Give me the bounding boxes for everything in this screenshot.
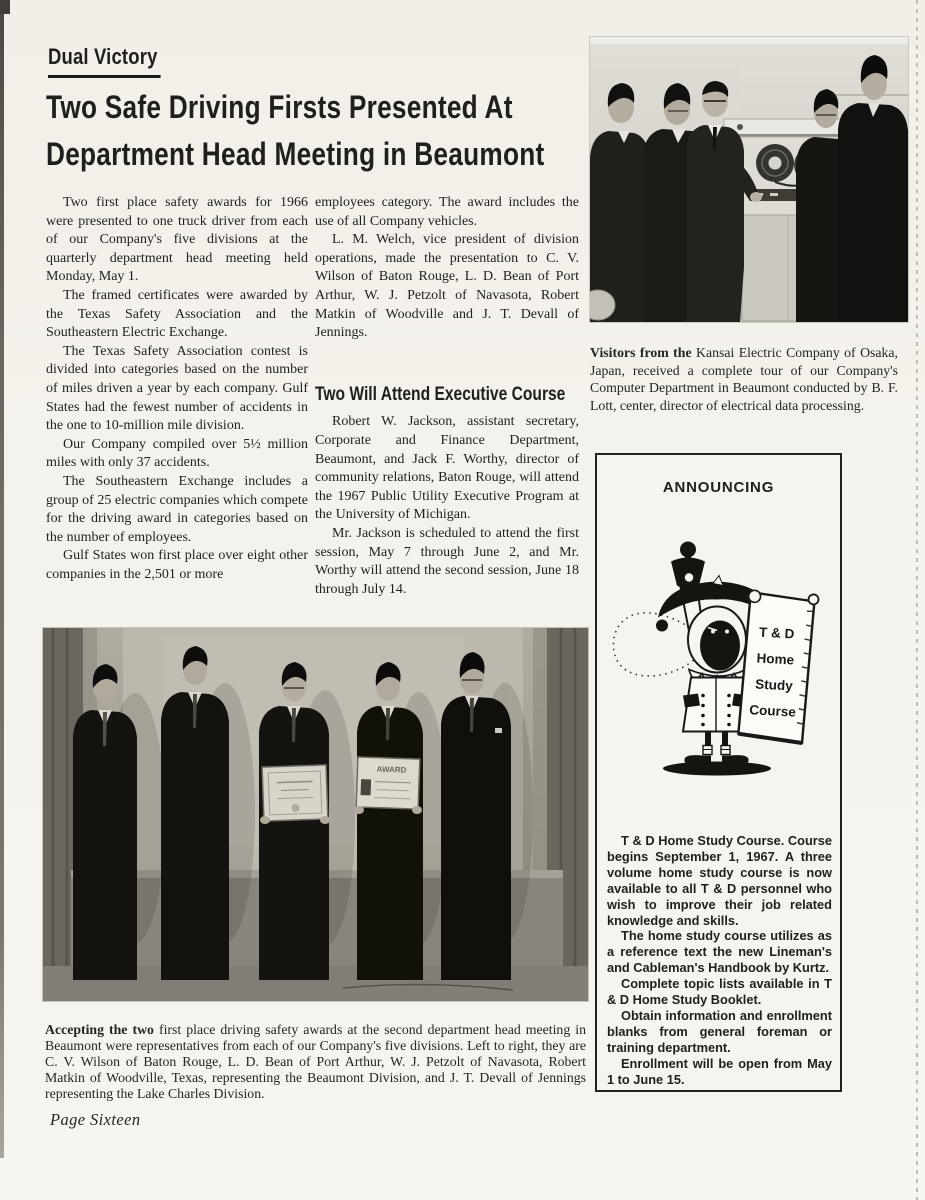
paragraph: Our Company compiled over 5½ million miles with only 37 accidents.: [46, 436, 308, 471]
scroll-sign: [738, 590, 819, 744]
paragraph: Robert W. Jackson, assistant secretary, Corporate and Finance Department, Beaumont, and Jack F. Worthy, director of community relations, Baton Rouge, will attend the 1967 Public Utility Executive Program at the University of Michigan.: [315, 414, 579, 523]
kicker-label: Dual Victory: [48, 44, 161, 78]
paragraph: Enrollment will be open from May 1 to June 15.: [607, 1055, 832, 1087]
paragraph: Obtain information and enrollment blanks from general foreman or training department.: [607, 1007, 832, 1055]
paragraph: Two first place safety awards for 1966 were presented to one truck driver from each of our Company's five divisions at the quarterly department head meeting held Monday, May 1.: [46, 195, 308, 285]
article-column-left: [46, 194, 308, 584]
paragraph: The Texas Safety Association contest is divided into categories based on the number of miles driven a year by each company. Gulf States had the fewest number of accidents in the one to 10-million mile division.: [46, 343, 308, 434]
scroll-line-4: Course: [749, 702, 797, 720]
photo-award-recipients-art: [43, 628, 588, 1001]
page-fold-dotted-line: [916, 0, 918, 1200]
kicker: [48, 44, 182, 78]
headline-line1: Two Safe Driving Firsts Presented At: [46, 89, 513, 125]
scan-edge-left: [0, 0, 4, 1158]
paragraph: The framed certificates were awarded by the Texas Safety Association and the Southeastern Electric Exchange.: [46, 287, 308, 341]
paragraph: employees category. The award includes the use of all Company vehicles.: [315, 195, 579, 229]
announcement-header: ANNOUNCING: [662, 479, 775, 496]
svg-text:AWARD: AWARD: [376, 764, 407, 775]
dotted-swirl: [613, 613, 699, 676]
photo-computer-tour: [590, 37, 908, 322]
headline-line2: Department Head Meeting in Beaumont: [46, 136, 545, 172]
paragraph: L. M. Welch, vice president of division operations, made the presentation to C. V. Wilson of Baton Rouge, L. D. Bean of Port Arthur, W. J. Petzolt of Navasota, Robert Matkin of Woodville and J. T. Devall of Jennings.: [315, 232, 579, 341]
paragraph: T & D Home Study Course. Course begins September 1, 1967. A three volume home study course is now available to all T & D personnel who wish to improve their job related knowledge and skills.: [607, 833, 832, 928]
scan-corner-mark: [0, 0, 10, 14]
paragraph: The home study course utilizes as a reference text the new Lineman's and Cableman's Handbook by Kurtz.: [607, 928, 832, 976]
scroll-line-1: T & D: [758, 624, 795, 642]
article-column-middle: [315, 194, 579, 599]
caption-award-recipients: Accepting the two first place driving safety awards at the second department head meeting in Beaumont were representatives from each of our Company's five divisions. Left to right, they are C. V. Wilson of Baton Rouge, L. D. Bean of Port Arthur, W. J. Petzolt of Navasota, Robert Matkin of Woodville, Texas, representing the Beaumont Division, and J. T. Devall of Jennings representing the Lake Charles Division.: [45, 1021, 586, 1102]
photo-computer-tour-art: [590, 37, 908, 322]
photo-award-recipients: [43, 628, 588, 1001]
section-headline: Two Will Attend Executive Course: [315, 382, 566, 405]
paragraph: Mr. Jackson is scheduled to attend the first session, May 7 through June 2, and Mr. Worthy will attend the second session, June 18 through July 14.: [315, 525, 579, 597]
scroll-line-2: Home: [756, 650, 795, 668]
paragraph: Gulf States won first place over eight other companies in the 2,501 or more: [46, 548, 308, 582]
town-crier-cartoon: [605, 527, 833, 789]
caption-computer-tour: Visitors from the Kansai Electric Company of Osaka, Japan, received a complete tour of our Company's Computer Department in Beaumont conducted by B. F. Lott, center, director of electrical data processing.: [590, 344, 899, 414]
announcement-body: [607, 833, 832, 1088]
page-number: Page Sixteen: [50, 1110, 141, 1129]
paragraph: Complete topic lists available in T & D Home Study Booklet.: [607, 976, 832, 1008]
paragraph: The Southeastern Exchange includes a group of 25 electric companies which compete for the driving award in categories based on the number of employees.: [46, 473, 309, 545]
scroll-line-3: Study: [754, 676, 794, 694]
page-title: [46, 84, 654, 178]
announcement-box: [595, 453, 842, 1092]
certificate-1: [262, 765, 328, 821]
certificate-2: [356, 757, 420, 809]
